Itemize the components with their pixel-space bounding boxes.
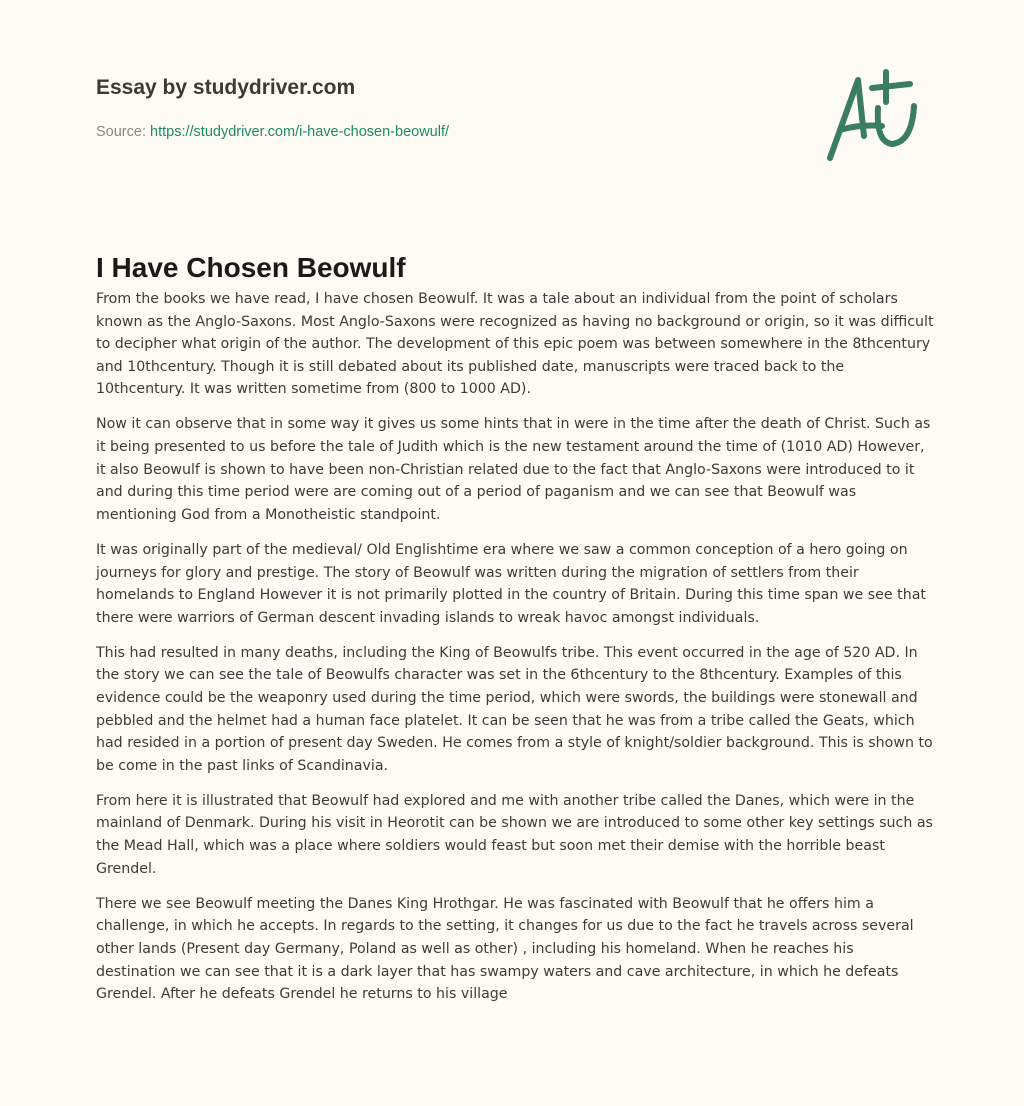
essay-title: I Have Chosen Beowulf [96,252,406,283]
essay-paragraph: From here it is illustrated that Beowulf had explored and me with another tribe called the Danes, which were in the mainland of Denmark. During his visit in Heorotit can be shown we are introduced to some other key settings such as the Mead Hall, which was a place where soldiers would feast but soon met their demise with the horrible beast Grendel. [96,792,933,877]
essay-paragraph: It was originally part of the medieval/ Old Englishtime era where we saw a common conception of a hero going on journeys for glory and prestige. The story of Beowulf was written during the migration of settlers from their homelands to England However it is not primarily plotted in the country of Britain. During this time span we see that there were warriors of German descent invading islands to wreak havoc amongst individuals. [96,541,926,626]
essay-paragraph: This had resulted in many deaths, including the King of Beowulfs tribe. This event occurred in the age of 520 AD. In the story we can see the tale of Beowulfs character was set in the 6thcentury to the 8thcentury. Examples of this evidence could be the weaponry used during the time period, which were swords, the buildings were stonewall and pebbled and the helmet had a human face platelet. It can be seen that he was from a tribe called the Geats, which had resided in a portion of present day Sweden. He comes from a style of knight/soldier background. This is shown to be come in the past links of Scandinavia. [96,644,933,774]
essay-paragraph: There we see Beowulf meeting the Danes King Hrothgar. He was fascinated with Beowulf that he offers him a challenge, in which he accepts. In regards to the setting, it changes for us due to the fact he travels across several other lands (Present day Germany, Poland as well as other) , including his homeland. When he reaches his destination we can see that it is a dark layer that has swampy waters and cave architecture, in which he defeats Grendel. After he defeats Grendel he returns to his village [96,895,914,1003]
essay-paragraph: Now it can observe that in some way it gives us some hints that in were in the time after the death of Christ. Such as it being presented to us before the tale of Judith which is the new testament around the time of (1010 AD) However, it also Beowulf is shown to have been non-Christian related due to the fact that Anglo-Saxons were introduced to it and during this time period were are coming out of a period of paganism and we can see that Beowulf was mentioning God from a Monotheistic standpoint. [96,416,931,523]
a-plus-logo-icon [820,66,930,166]
essay-paragraph: From the books we have read, I have chosen Beowulf. It was a tale about an individual from the point of scholars known as the Anglo-Saxons. Most Anglo-Saxons were recognized as having no background or origin, so it was difficult to decipher what origin of the author. The development of this epic poem was between somewhere in the 8thcentury and 10thcentury. Though it is still debated about its published date, manuscripts were traced back to the 10thcentury. It was written sometime from (800 to 1000 AD). [96,291,934,398]
site-title: Essay by studydriver.com [96,76,356,99]
source-label: Source: [96,124,146,140]
source-link[interactable]: https://studydriver.com/i-have-chosen-beowulf/ [150,124,450,140]
source-line [96,124,449,140]
essay-body [96,288,934,1018]
